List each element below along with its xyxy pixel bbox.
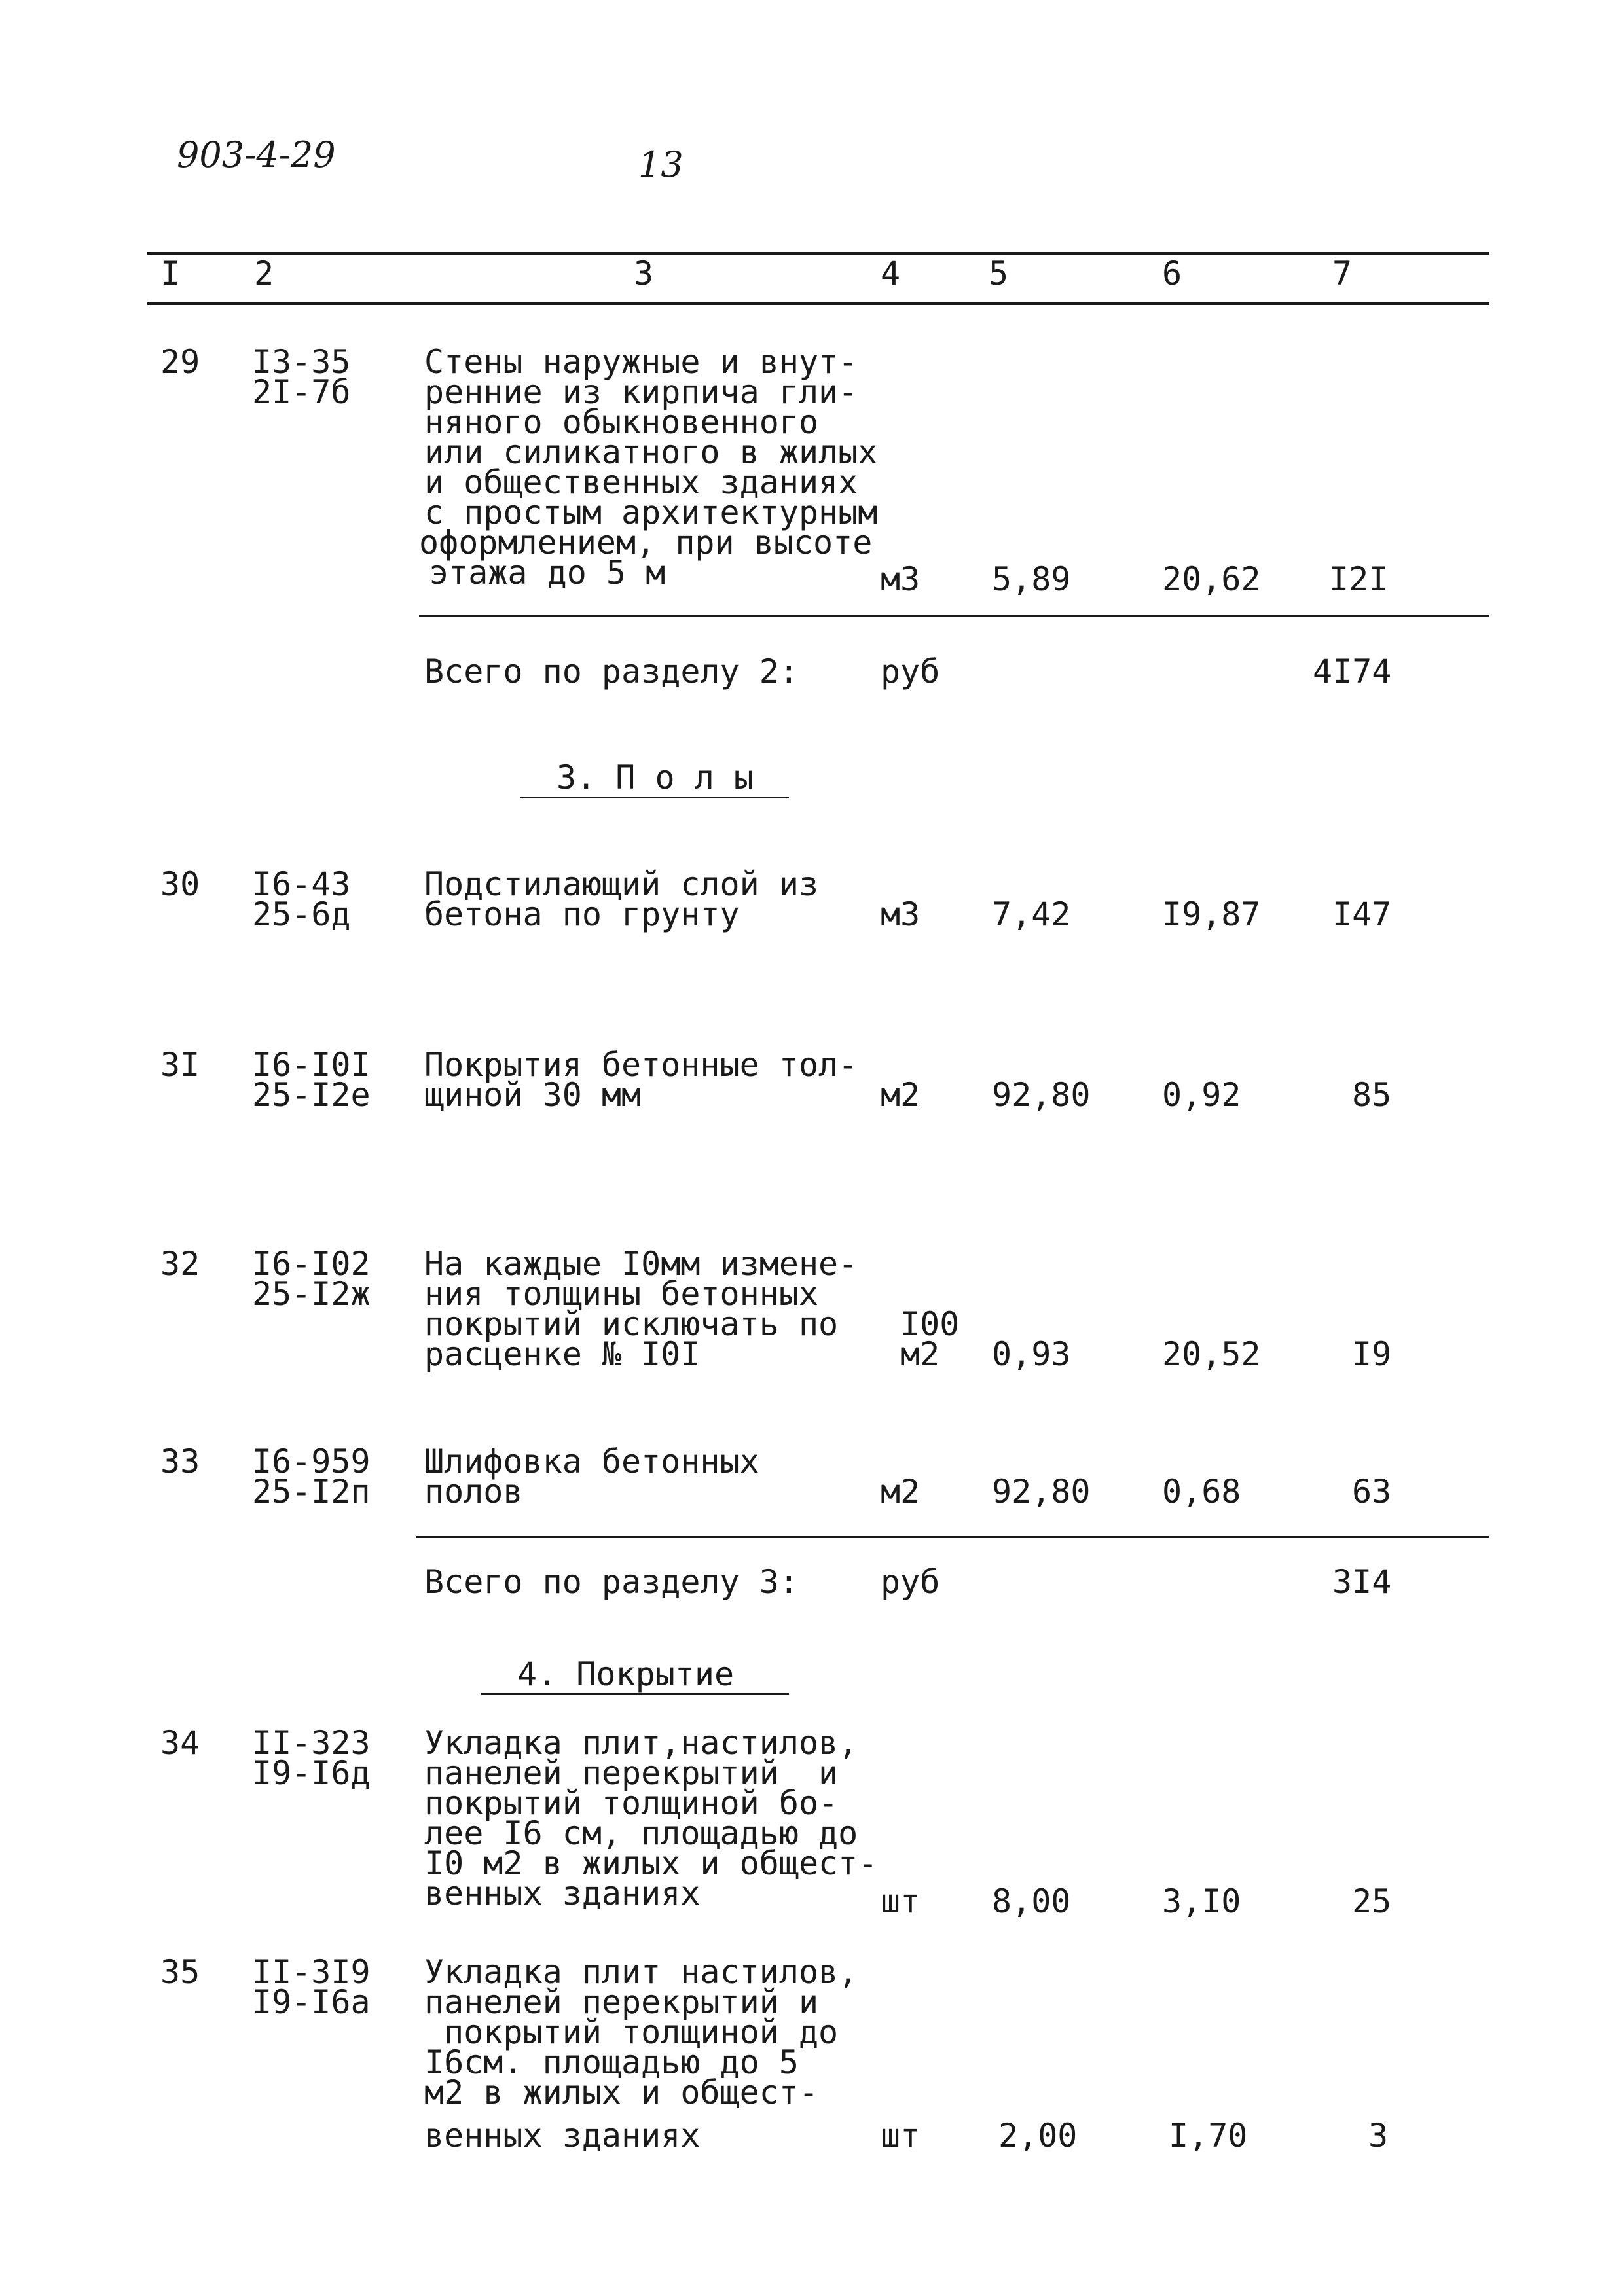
description-line: покрытий толщиной до [424,2013,839,2051]
page-number: 13 [638,144,684,185]
row-number: 29 [160,343,200,381]
unit-price: 20,62 [1162,560,1261,598]
description-line: I6см. площадью до 5 [424,2043,799,2081]
column-header-2: 2 [254,255,274,293]
total-cost: 85 [1352,1076,1392,1114]
rate-code: 25-6д [252,895,351,933]
section-total-value: 4I74 [1313,653,1392,691]
description-line: Подстилающий слой из [424,865,819,903]
description-line: Стены наружные и внут- [424,343,858,381]
quantity: 8,00 [992,1882,1071,1920]
unit-price: I9,87 [1162,895,1261,933]
total-cost: 25 [1352,1882,1392,1920]
description-line: I0 м2 в жилых и общест- [424,1844,878,1882]
total-cost: I9 [1352,1335,1392,1373]
description-line: панелей перекрытий и [424,1983,819,2021]
rate-code: I9-I6а [252,1983,371,2021]
document-code: 903-4-29 [177,134,336,175]
description-line: покрытий толщиной бо- [424,1784,839,1822]
description-line: с простым архитектурным [424,493,878,531]
description-line: этажа до 5 м [429,554,666,592]
column-header-1: I [160,255,181,293]
rate-code: I6-I0I [252,1046,371,1084]
column-header-3: 3 [634,255,654,293]
rate-code: II-3I9 [252,1953,371,1991]
description-line: панелей перекрытий и [424,1754,839,1792]
section-total-label: Всего по разделу 3: [424,1563,799,1601]
unit-price: 0,92 [1162,1076,1241,1114]
section-3-total-rule [416,1536,1489,1538]
section-total-value: 3I4 [1332,1563,1392,1601]
row-number: 32 [160,1245,200,1283]
description-line: или силикатного в жилых [424,433,878,471]
unit-price: 0,68 [1162,1473,1241,1511]
column-header-4: 4 [881,255,901,293]
description-line: покрытий исключать по [424,1305,839,1343]
unit-price: 3,I0 [1162,1882,1241,1920]
description-line: бетона по грунту [424,895,740,933]
description-line: На каждые I0мм измене- [424,1245,858,1283]
rate-code: I3-35 [252,343,351,381]
section-total-unit: руб [881,1563,940,1601]
rate-code: 25-I2е [252,1076,371,1114]
header-top-rule [147,252,1489,255]
description-line: щиной 30 мм [424,1076,642,1114]
total-cost: I2I [1329,560,1389,598]
row-number: 33 [160,1443,200,1480]
unit: шт [881,1882,921,1920]
description-line: венных зданиях [424,1874,701,1912]
unit: м2 [881,1076,921,1114]
rate-code: I6-I02 [252,1245,371,1283]
quantity: 2,00 [998,2117,1078,2155]
row-number: 35 [160,1953,200,1991]
quantity: 92,80 [992,1076,1091,1114]
unit: м3 [881,895,921,933]
section-total-unit: руб [881,653,940,691]
total-cost: I47 [1332,895,1392,933]
column-header-7: 7 [1332,255,1353,293]
quantity: 7,42 [992,895,1071,933]
rate-code: I9-I6д [252,1754,371,1792]
unit: шт [881,2117,921,2155]
rate-code: 25-I2ж [252,1275,371,1313]
description-line: полов [424,1473,523,1511]
section-heading-underline [520,797,789,798]
description-line: оформлением, при высоте [419,524,873,562]
row-number: 34 [160,1724,200,1762]
description-line: ренние из кирпича гли- [424,373,858,411]
description-line: ния толщины бетонных [424,1275,819,1313]
header-bottom-rule [147,302,1489,305]
rate-code: 2I-7б [252,373,351,411]
section-heading: 4. Покрытие [517,1655,735,1693]
total-cost: 3 [1368,2117,1389,2155]
section-2-total-rule [419,615,1489,617]
description-line: Шлифовка бетонных [424,1443,759,1480]
section-heading-underline [481,1693,789,1695]
description-line: няного обыкновенного [424,403,819,441]
quantity: 0,93 [992,1335,1071,1373]
description-line: расценке № I0I [424,1335,701,1373]
description-line: м2 в жилых и общест- [424,2073,819,2111]
description-line: лее I6 см, площадью до [424,1814,858,1852]
row-number: 3I [160,1046,200,1084]
rate-code: I6-43 [252,865,351,903]
section-total-label: Всего по разделу 2: [424,653,799,691]
quantity: 5,89 [992,560,1071,598]
unit: м2 [900,1335,940,1373]
unit-price: 20,52 [1162,1335,1261,1373]
rate-code: 25-I2п [252,1473,371,1511]
quantity: 92,80 [992,1473,1091,1511]
column-header-6: 6 [1162,255,1182,293]
column-header-5: 5 [989,255,1009,293]
row-number: 30 [160,865,200,903]
section-heading: 3. П о л ы [556,759,754,797]
description-line: Покрытия бетонные тол- [424,1046,858,1084]
description-line: Укладка плит настилов, [424,1953,858,1991]
rate-code: II-323 [252,1724,371,1762]
description-line: Укладка плит,настилов, [424,1724,858,1762]
unit-price: I,70 [1169,2117,1248,2155]
description-line: и общественных зданиях [424,463,858,501]
unit: м3 [881,560,921,598]
total-cost: 63 [1352,1473,1392,1511]
rate-code: I6-959 [252,1443,371,1480]
description-line: венных зданиях [424,2117,701,2155]
unit: I00 [900,1305,960,1343]
unit: м2 [881,1473,921,1511]
